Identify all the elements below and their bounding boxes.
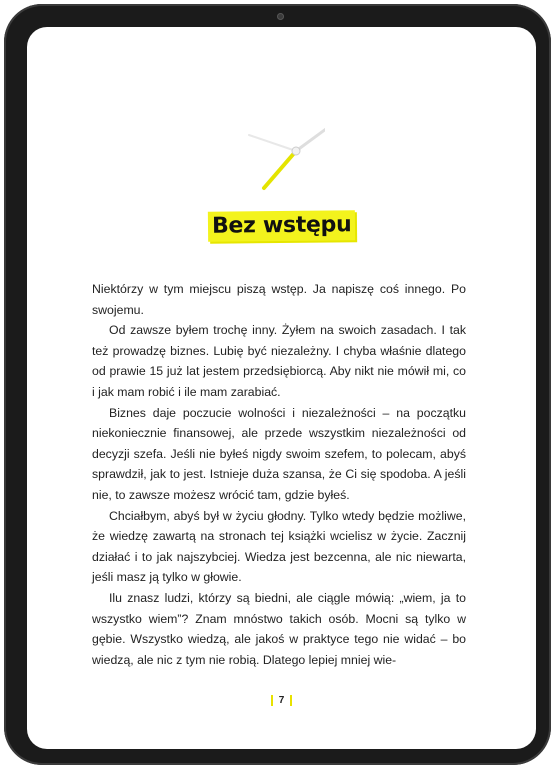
- ebook-page[interactable]: [27, 27, 536, 749]
- paragraph: Od zawsze byłem trochę inny. Żyłem na swoich zasadach. I tak też prowadzę biznes. Lubię być niezależny. I chyba właśnie dlatego od prawie 15 już lat jestem przedsiębiorcą. Aby nikt nie mówił mi, co i jak mam robić i ile mam zarabiać.: [92, 323, 466, 399]
- paragraph: Niektórzy w tym miejscu piszą wstęp. Ja napiszę coś innego. Po swojemu.: [92, 282, 466, 317]
- clock-hands-icon: [235, 99, 325, 199]
- body-text: [92, 279, 466, 670]
- page-number-text: 7: [278, 695, 285, 707]
- paragraph: Ilu znasz ludzi, którzy są biedni, ale ciągle mówią: „wiem, ja to wszystko wiem”? Znam mnóstwo takich osób. Mocni są tylko w gębie. Wszystko wiedzą, ale jakoś w praktyce tego nie widać – bo wiedzą, ale nic z tym nie robią. Dlatego lepiej mniej wie-: [92, 590, 466, 667]
- page-number-bar-left: [271, 695, 273, 706]
- page-number-bar-right: [290, 695, 292, 706]
- front-camera-icon: [277, 13, 284, 20]
- paragraph: Chciałbym, abyś był w życiu głodny. Tylko wtedy będzie możliwe, że wiedzę zawartą na stronach tej książki wcielisz w życie. Zacznij działać i to jak najszybciej. Wiedza jest bezcenna, ale nic niewarta, jeśli masz ją tylko w głowie.: [92, 508, 466, 585]
- chapter-title: [27, 211, 536, 241]
- chapter-title-text: Bez wstępu: [208, 210, 356, 242]
- page-number: [27, 695, 536, 706]
- paragraph: Biznes daje poczucie wolności i niezależności – na początku niekoniecznie finansowej, ale przede wszystkim niezależności od decyzji szefa. Jeśli nie byłeś nigdy swoim szefem, to polecam, abyś sprawdził, jak to jest. Istnieje duża szansa, że Ci się spodoba. A jeśli nie, to zawsze możesz wrócić tam, gdzie byłeś.: [92, 405, 466, 502]
- tablet-frame: [4, 4, 551, 765]
